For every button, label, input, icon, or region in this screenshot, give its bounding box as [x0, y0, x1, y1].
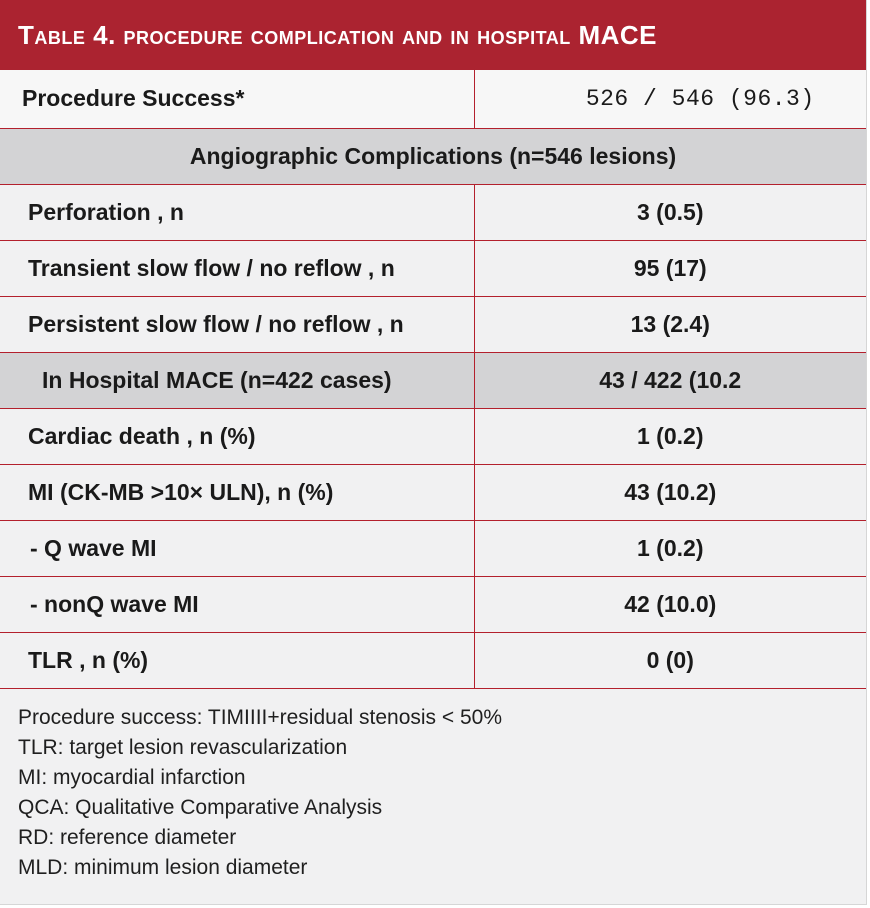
- footnote: QCA: Qualitative Comparative Analysis: [18, 795, 383, 819]
- row-label: Persistent slow flow / no reflow , n: [0, 296, 474, 352]
- procedure-success-value: 526 / 546 (96.3): [474, 70, 866, 128]
- row-value: 13 (2.4): [474, 296, 866, 352]
- row-label: Cardiac death , n (%): [0, 408, 474, 464]
- mace-section-value: 43 / 422 (10.2: [474, 352, 866, 408]
- table-row: [0, 520, 866, 576]
- row-label: - nonQ wave MI: [0, 576, 474, 632]
- section-header-row: [0, 128, 866, 184]
- footnote: RD: reference diameter: [18, 825, 237, 849]
- table-title: Table 4. procedure complication and in hospital MACE: [0, 0, 866, 70]
- row-value: 42 (10.0): [474, 576, 866, 632]
- row-value: 0 (0): [474, 632, 866, 688]
- footnote: MLD: minimum lesion diameter: [18, 855, 308, 879]
- footnote: MI: myocardial infarction: [18, 765, 246, 789]
- row-value: 43 (10.2): [474, 464, 866, 520]
- table-row: [0, 70, 866, 128]
- table-row: [0, 240, 866, 296]
- table-row: [0, 576, 866, 632]
- row-label: TLR , n (%): [0, 632, 474, 688]
- angiographic-section-heading: Angiographic Complications (n=546 lesions): [0, 128, 866, 184]
- table-row: [0, 184, 866, 240]
- footnotes: [0, 689, 866, 883]
- table-row: [0, 632, 866, 688]
- row-value: 1 (0.2): [474, 408, 866, 464]
- row-label: Perforation , n: [0, 184, 474, 240]
- row-label: MI (CK-MB >10× ULN), n (%): [0, 464, 474, 520]
- mace-section-label: In Hospital MACE (n=422 cases): [0, 352, 474, 408]
- row-value: 3 (0.5): [474, 184, 866, 240]
- mace-header-row: [0, 352, 866, 408]
- table-row: [0, 408, 866, 464]
- footnote: TLR: target lesion revascularization: [18, 735, 348, 759]
- row-label: Transient slow flow / no reflow , n: [0, 240, 474, 296]
- table-row: [0, 296, 866, 352]
- procedure-success-label: Procedure Success*: [0, 70, 474, 128]
- row-label: - Q wave MI: [0, 520, 474, 576]
- footnote: Procedure success: TIMIIII+residual stenosis < 50%: [18, 705, 503, 729]
- row-value: 1 (0.2): [474, 520, 866, 576]
- table-row: [0, 464, 866, 520]
- row-value: 95 (17): [474, 240, 866, 296]
- complication-table: [0, 70, 866, 689]
